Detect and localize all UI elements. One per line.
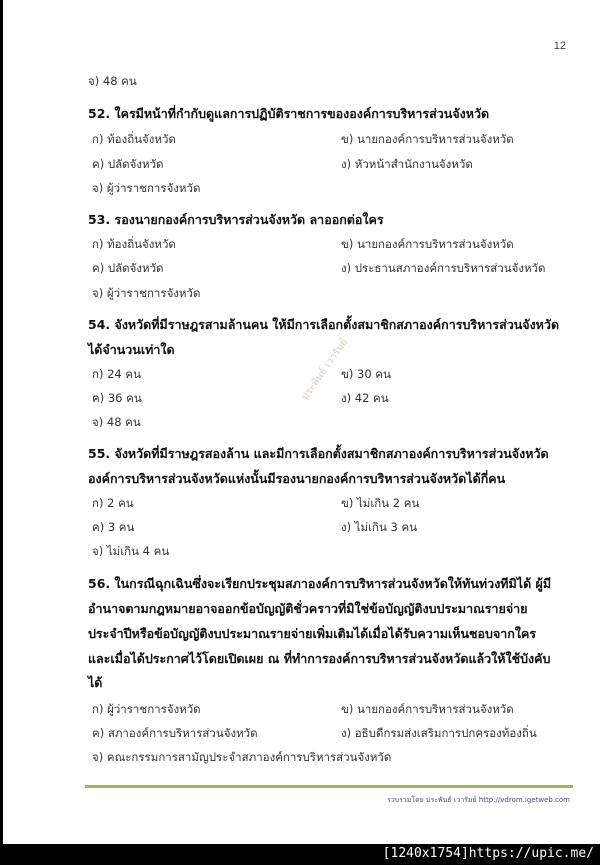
choice-b: ข) นายกองค์การบริหารส่วนจังหวัด [341, 132, 514, 146]
choice-a: ก) ท้องถิ่นจังหวัด [92, 237, 176, 251]
question-text-line-2: ได้จำนวนเท่าใด [88, 342, 175, 357]
choice-e: จ) ไม่เกิน 4 คน [92, 544, 170, 558]
document-page [3, 0, 600, 844]
choice-d: ง) อธิบดีกรมส่งเสริมการปกครองท้องถิ่น [341, 726, 537, 740]
choice-d: ง) หัวหน้าสำนักงานจังหวัด [341, 157, 473, 171]
footer-divider [85, 785, 573, 788]
question-text-line-2: องค์การบริหารส่วนจังหวัดแห่งนั้นมีรองนายกองค์การบริหารส่วนจังหวัดได้กี่คน [88, 471, 506, 486]
choice-c: ค) ปลัดจังหวัด [92, 261, 164, 275]
question-text-line-4: และเมื่อได้ประกาศไว้โดยเปิดเผย ณ ที่ทำการองค์การบริหารส่วนจังหวัดแล้วให้ใช้บังคับ [88, 651, 551, 666]
choice-e: จ) ผู้ว่าราชการจังหวัด [92, 181, 201, 195]
footer-credit: รวบรวมโดย ประพันธ์ เวารัมย์ http://vdrom.igetweb.com [386, 796, 570, 804]
choice-a: ก) 2 คน [92, 496, 134, 510]
question-text-line-1: 56. ในกรณีฉุกเฉินซึ่งจะเรียกประชุมสภาองค์การบริหารส่วนจังหวัดให้ทันท่วงทีมิได้ ผู้มี [88, 576, 552, 591]
question-text: 52. ใครมีหน้าที่กำกับดูแลการปฏิบัติราชการขององค์การบริหารส่วนจังหวัด [88, 106, 490, 121]
question-text-line-1: 54. จังหวัดที่มีราษฎรสามล้านคน ให้มีการเลือกตั้งสมาชิกสภาองค์การบริหารส่วนจังหวัด [88, 317, 560, 332]
image-info-label: [1240x1754]https://upic.me/ [382, 846, 594, 861]
choice-d: ง) ไม่เกิน 3 คน [341, 520, 418, 534]
choice-c: ค) 36 คน [92, 391, 142, 405]
choice-b: ข) นายกองค์การบริหารส่วนจังหวัด [341, 702, 514, 716]
choice-e: จ) ผู้ว่าราชการจังหวัด [92, 286, 201, 300]
choice-d: ง) 42 คน [341, 391, 389, 405]
carryover-choice-e: จ) 48 คน [88, 74, 137, 88]
choice-c: ค) 3 คน [92, 520, 135, 534]
choice-e: จ) คณะกรรมการสามัญประจำสภาองค์การบริหารส่วนจังหวัด [92, 750, 392, 764]
choice-b: ข) ไม่เกิน 2 คน [341, 496, 420, 510]
choice-d: ง) ประธานสภาองค์การบริหารส่วนจังหวัด [341, 261, 546, 275]
question-text-line-2: อำนาจตามกฎหมายอาจออกข้อบัญญัติชั่วคราวที่มิใช่ข้อบัญญัติงบประมาณรายจ่าย [88, 601, 528, 616]
question-text-line-3: ประจำปีหรือข้อบัญญัติงบประมาณรายจ่ายเพิ่มเติมได้เมื่อได้รับความเห็นชอบจากใคร [88, 626, 537, 641]
choice-a: ก) ผู้ว่าราชการจังหวัด [92, 702, 201, 716]
choice-c: ค) สภาองค์การบริหารส่วนจังหวัด [92, 726, 258, 740]
choice-b: ข) 30 คน [341, 367, 391, 381]
choice-b: ข) นายกองค์การบริหารส่วนจังหวัด [341, 237, 514, 251]
choice-c: ค) ปลัดจังหวัด [92, 157, 164, 171]
choice-a: ก) 24 คน [92, 367, 141, 381]
choice-a: ก) ท้องถิ่นจังหวัด [92, 132, 176, 146]
watermark: ประพันธ์ เวารัมย์ [299, 336, 351, 403]
question-text: 53. รองนายกองค์การบริหารส่วนจังหวัด ลาออกต่อใคร [88, 212, 384, 227]
page-number: 12 [553, 40, 566, 52]
image-info-bar [0, 844, 600, 865]
choice-e: จ) 48 คน [92, 415, 141, 429]
question-text-line-1: 55. จังหวัดที่มีราษฎรสองล้าน และมีการเลือกตั้งสมาชิกสภาองค์การบริหารส่วนจังหวัด [88, 446, 549, 461]
question-text-line-5: ได้ [88, 675, 103, 690]
